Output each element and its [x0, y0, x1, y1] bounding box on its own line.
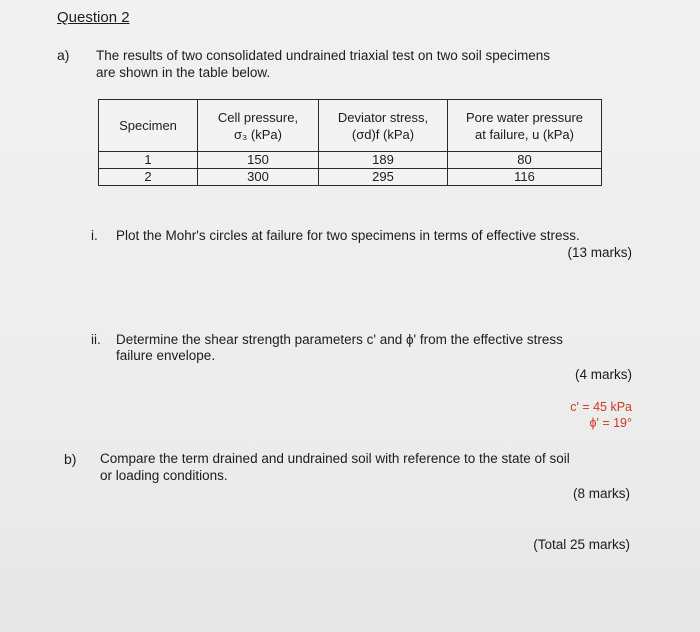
part-b-text-line1: Compare the term drained and undrained soil with reference to the state of soil	[100, 451, 570, 466]
header-deviator-stress: Deviator stress, (σd)f (kPa)	[319, 100, 448, 152]
header-specimen: Specimen	[99, 100, 198, 152]
header-cell-pressure: Cell pressure, σ₃ (kPa)	[198, 100, 319, 152]
table-header-row	[99, 100, 602, 152]
item-i-label: i.	[91, 228, 98, 243]
pore-pressure-cell: 116	[448, 169, 602, 186]
item-ii-label: ii.	[91, 332, 101, 347]
specimen-cell: 1	[99, 152, 198, 169]
part-a-intro-line2: are shown in the table below.	[96, 65, 271, 80]
part-b-text-line2: or loading conditions.	[100, 468, 228, 483]
item-i-marks: (13 marks)	[567, 245, 632, 260]
pore-pressure-cell: 80	[448, 152, 602, 169]
deviator-stress-cell: 189	[319, 152, 448, 169]
item-i-text: Plot the Mohr's circles at failure for two specimens in terms of effective stress.	[116, 228, 580, 243]
table-row	[99, 152, 602, 169]
part-a-intro-line1: The results of two consolidated undrained triaxial test on two soil specimens	[96, 48, 550, 63]
item-ii-text-line1: Determine the shear strength parameters c' and ϕ' from the effective stress	[116, 332, 563, 347]
header-pore-water-pressure: Pore water pressure at failure, u (kPa)	[448, 100, 602, 152]
results-table	[98, 99, 602, 186]
deviator-stress-cell: 295	[319, 169, 448, 186]
cell-pressure-cell: 300	[198, 169, 319, 186]
answer-friction-angle: ϕ' = 19°	[589, 416, 632, 430]
item-ii-text-line2: failure envelope.	[116, 348, 216, 363]
item-ii-marks: (4 marks)	[575, 367, 632, 382]
cell-pressure-cell: 150	[198, 152, 319, 169]
table-row	[99, 169, 602, 186]
total-marks: (Total 25 marks)	[533, 537, 630, 552]
specimen-cell: 2	[99, 169, 198, 186]
part-a-label: a)	[57, 47, 70, 63]
part-b-label: b)	[64, 451, 77, 467]
question-title: Question 2	[57, 9, 130, 26]
answer-cohesion: c' = 45 kPa	[570, 400, 632, 414]
part-b-marks: (8 marks)	[573, 486, 630, 501]
